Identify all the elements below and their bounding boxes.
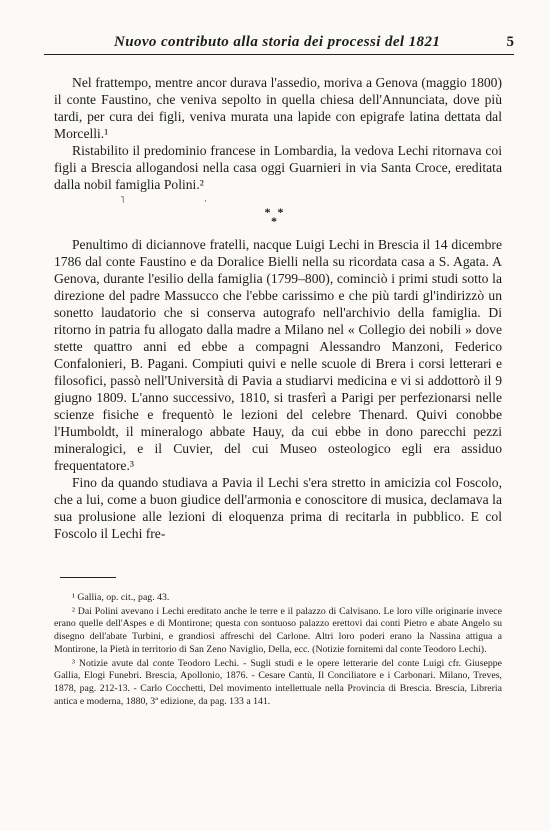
paragraph-4: Fino da quando studiava a Pavia il Lechi s'era stretto in amicizia col Foscolo, che a lui, come a buon giudice dell'armonia e conoscitore di musica, declamava la sua prolusione alle lezioni di eloquenza prima di recitarla in pubblico. E col Foscolo il Lechi fre- [54, 475, 502, 541]
print-speck: ˥ [120, 196, 125, 206]
footnote-rule [60, 577, 116, 578]
running-title: Nuovo contributo alla storia dei processi del 1821 [114, 34, 441, 50]
footnotes [54, 592, 502, 709]
footnote-2: ² Dai Polini avevano i Lechi ereditato anche le terre e il palazzo di Calvisano. Le loro ville originarie invece erano quelle dell'Aspes e di Montirone; questa con sontuoso palazzo erettovi dai conti Pietro e abate Angelo su disegno dell'abate Turbini, e grandiosi affreschi del Carlone. Altri loro poderi erano la Nassina attigua a Montirone, la Pietà in territorio di San Zeno Naviglio, Della, ecc. (Notizie fornitemi dal conte Teodoro Lechi). [54, 605, 502, 655]
body-text-main [54, 236, 502, 542]
footnote-3: ³ Notizie avute dal conte Teodoro Lechi. - Sugli studi e le opere letterarie del conte Luigi cfr. Giuseppe Gallia, Elogi Funebri. Brescia, Apollonio, 1876. - Cesare Cantù, Il Conciliatore e i Carbonari. Milano, Treves, 1878, pag. 212-13. - Carlo Cocchetti, Del movimento intellettuale nella Provincia di Brescia. Brescia, Libreria antica e moderna, 1880, 3ª edizione, da pag. 133 a 141. [54, 657, 502, 707]
page-number: 5 [506, 34, 514, 50]
paragraph-2: Ristabilito il predominio francese in Lombardia, la vedova Lechi ritornava coi figli a Brescia allogandosi nella casa oggi Guarnieri in via Santa Croce, ereditata dalla nobil famiglia Polini.² [54, 143, 502, 192]
print-speck: · [204, 197, 207, 207]
section-ornament: * * * [264, 205, 286, 228]
paragraph-3: Penultimo di diciannove fratelli, nacque Luigi Lechi in Brescia il 14 dicembre 1786 dal conte Faustino e da Doralice Bielli nella su ricordata casa a S. Agata. A Genova, durante l'esilio della famiglia (1799–800), cominciò i primi studi sotto la direzione del padre Massucco che l'ebbe carissimo e che più tardi gl'indirizzò un sonetto laudatorio che si conserva autografo nell'archivio della famiglia. Di ritorno in patria fu allogato dalla madre a Milano nel « Collegio dei nobili » dove stette quattro anni ed ebbe a compagni Alessandro Manzoni, Federico Confalonieri, B. Pagani. Compiuti quivi e nelle scuole di Brera i corsi letterari e filosofici, passò nell'Università di Pavia a studiarvi medicina e vi si addottorò il 9 giugno 1809. L'anno successivo, 1810, si trasferì a Parigi per perfezionarsi nelle scienze fisiche e frequentò le lezioni del celebre Thenard. Quivi conobbe l'Humboldt, il mineralogo abbate Hauy, da cui ebbe in dono parecchi pezzi mineralogici, e il Cuvier, del cui Museo osteologico egli era assiduo frequentatore.³ [54, 237, 502, 473]
paragraph-1: Nel frattempo, mentre ancor durava l'assedio, moriva a Genova (maggio 1800) il conte Faustino, che veniva sepolto in quella chiesa dell'Annunciata, dove più tardi, per cura dei figli, veniva murata una lapide con epigrafe latina dettata dal Morcelli.¹ [54, 75, 502, 141]
running-head [44, 34, 514, 55]
footnote-1: ¹ Gallia, op. cit., pag. 43. [72, 592, 170, 603]
body-text-upper [54, 74, 502, 193]
